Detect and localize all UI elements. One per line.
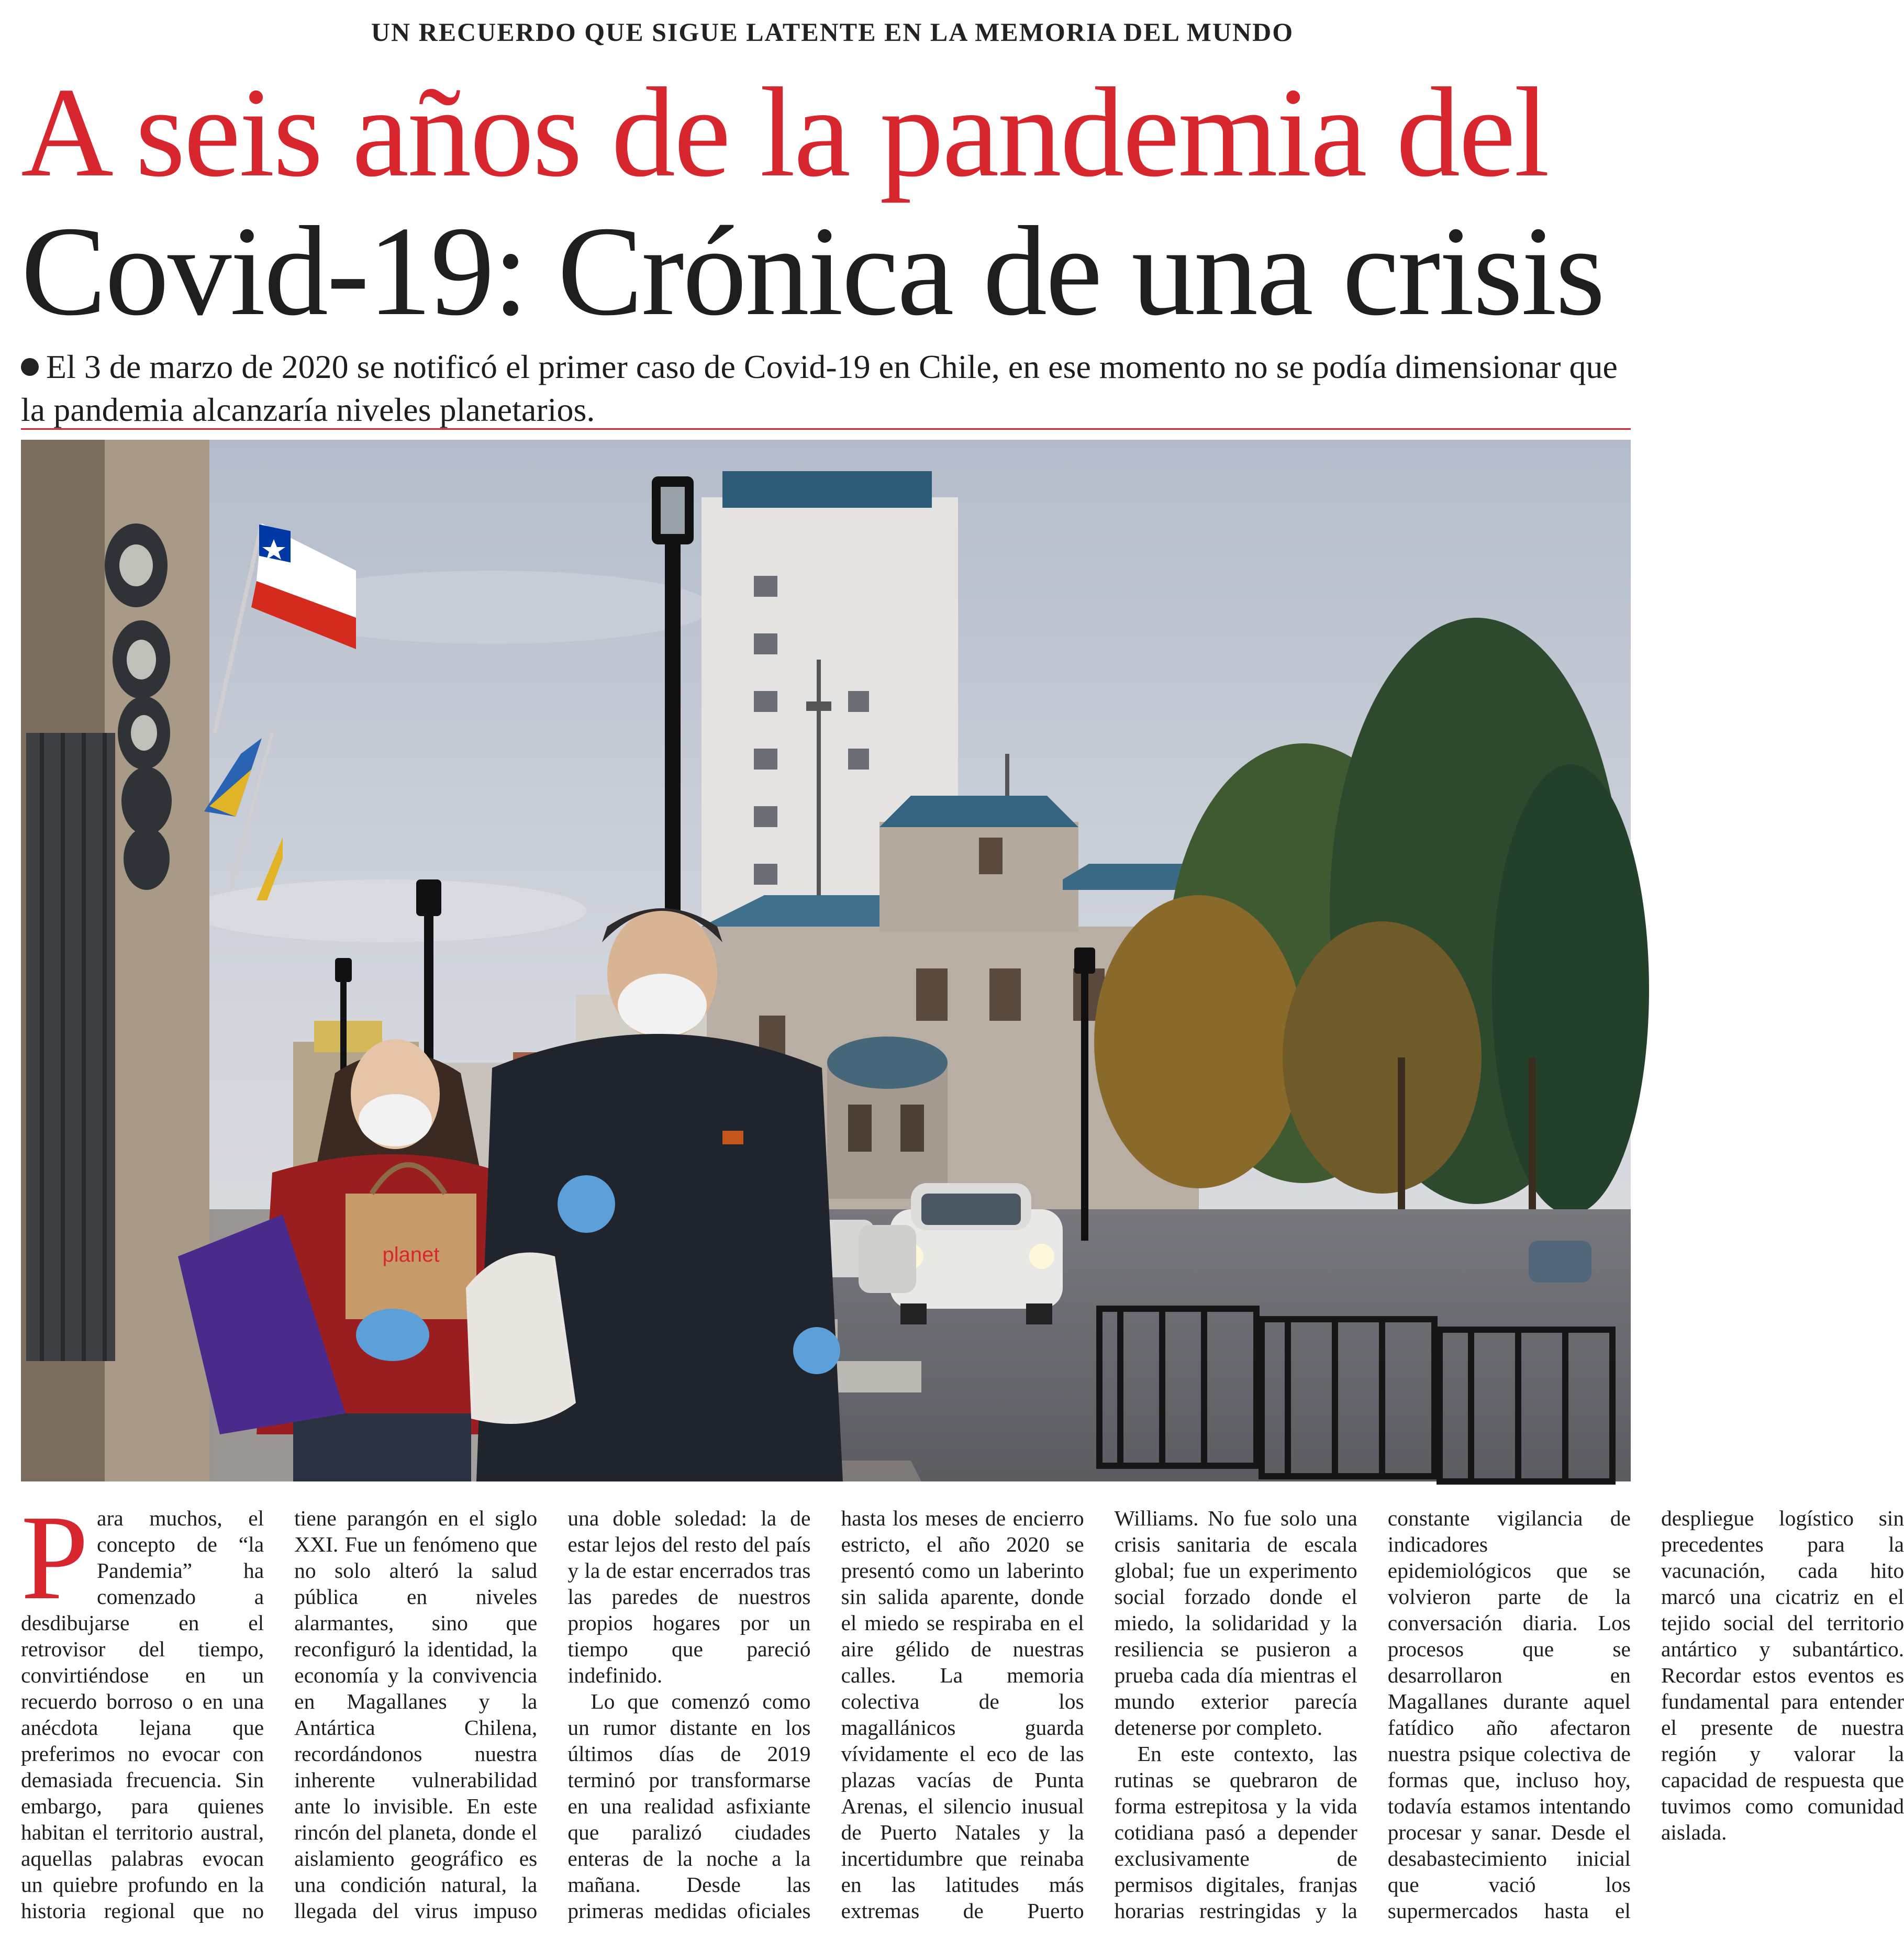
article-photo — [21, 440, 1631, 1481]
street-scene-illustration — [21, 440, 1631, 1481]
bag-logo-text: planet — [382, 1243, 440, 1266]
summary — [21, 346, 1649, 431]
paragraph-1-text: ara muchos, el concepto de “la Pandemia” ha comenzado a desdibujarse en el retrovisor del tiempo, convirtiéndose en un recuerdo borroso o en una anécdota lejana que preferimos no evocar con demasiada frecuencia. Sin embargo, para quienes habitan el territorio austral, aquellas palabras evocan un quiebre profundo en la historia regional que no tiene parangón en el siglo XXI. Fue un fenómeno que no solo alteró la salud pública en niveles alarmantes, sino que reconfiguró la identidad, la economía y la convivencia en Magallanes y la Antártica Chilena, recordándonos nuestra inherente vulnerabilidad ante lo invisible. En este rincón del planeta, donde el aislamiento geográfico es una condición natural, la llegada del virus impuso una doble soledad: la de estar lejos del resto del país y la de estar encerrados tras las paredes de nuestros propios hogares por un tiempo que pareció indefinido. — [21, 1506, 811, 1923]
paragraph-2: Lo que comenzó como un rumor distante en los últimos días de 2019 terminó por transformarse en una realidad asfixiante que paralizó ciudades enteras de la noche a la mañana. Desde las primeras medidas oficiales hasta los meses de encierro estricto, el año 2020 se presentó como un laberinto sin salida aparente, donde el miedo se respiraba en el aire gélido de nuestras calles. La memoria colectiva de los magallánicos guarda vívidamente el eco de las plazas vacías de Punta Arenas, el silencio inusual de Puerto Natales y la incertidumbre que reinaba en las latitudes más extremas de Puerto Williams. No fue solo una crisis sanitaria de escala global; fue un experimento social forzado donde el miedo, la solidaridad y la resiliencia se pusieron a prueba cada día mientras el mundo exterior parecía detenerse por completo. — [567, 1506, 1357, 1923]
paragraph-3: En este contexto, las rutinas se quebraron de forma estrepitosa y la vida cotidiana pasó a depender exclusivamente de permisos digitales, franjas horarias restringidas y la constante vigilancia de indicadores epidemiológicos que se volvieron parte de la conversación diaria. Los procesos que se desarrollaron en Magallanes durante aquel fatídico año afectaron nuestra psique colectiva de formas que, incluso hoy, todavía estamos intentando procesar y sanar. Desde el desabastecimiento inicial que vació los supermercados hasta el despliegue logístico sin precedentes para la vacunación, cada hito marcó una cicatriz en el tejido social del territorio antártico y subantártico. Recordar estos eventos es fundamental para entender el presente de nuestra región y valorar la capacidad de respuesta que tuvimos como comunidad aislada. — [1114, 1506, 1904, 1923]
summary-text: El 3 de marzo de 2020 se notificó el primer caso de Covid-19 en Chile, en ese momento no se podía dimensionar que la pandemia alcanzaría niveles planetarios. — [21, 348, 1618, 428]
headline-line-1: A seis años de la pandemia del — [21, 61, 1549, 203]
article-body — [21, 1490, 1904, 1924]
bullet-icon — [21, 358, 39, 376]
kicker: UN RECUERDO QUE SIGUE LATENTE EN LA MEMORIA DEL MUNDO — [371, 17, 1294, 47]
divider-rule — [21, 428, 1631, 430]
headline-line-2: Covid-19: Crónica de una crisis — [21, 200, 1604, 342]
dropcap: P — [21, 1490, 89, 1625]
